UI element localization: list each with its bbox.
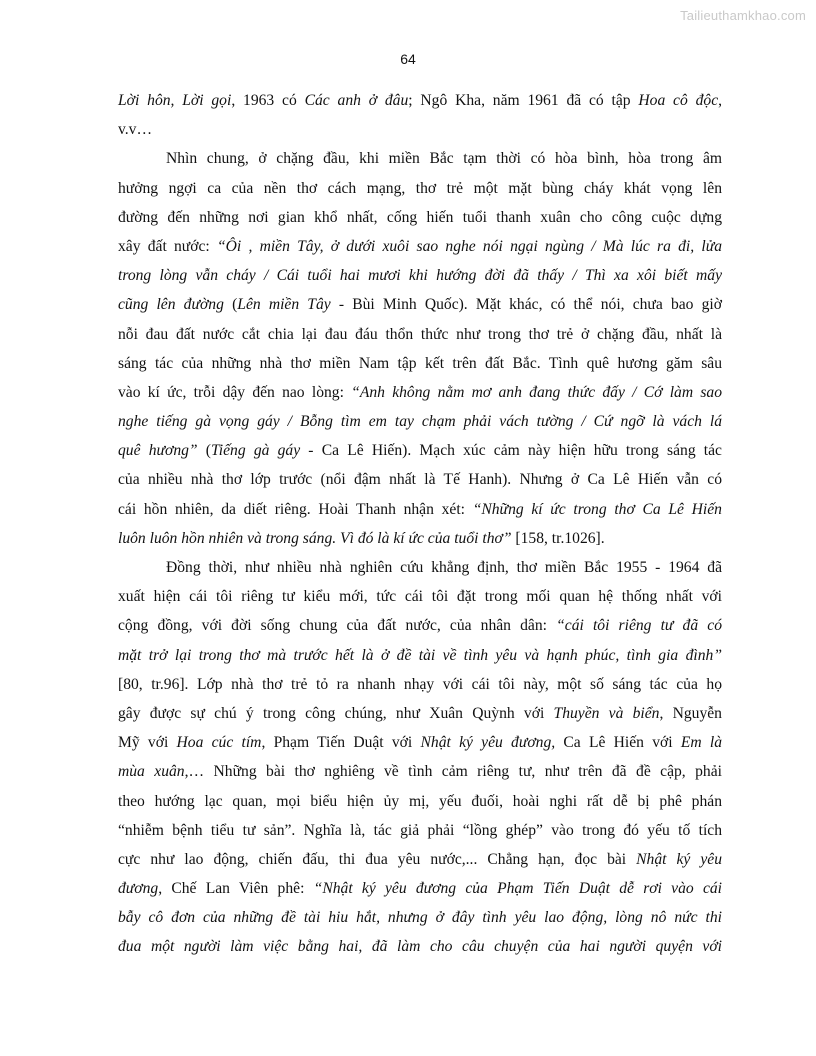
- text-line: Lời hôn, Lời gọi, 1963 có Các anh ở đâu; Ngô Kha, năm 1961 đã có tập Hoa cô độc,: [118, 92, 723, 109]
- text-line: xuất hiện cái tôi riêng tư kiểu mới, tức cái tôi đặt trong mối quan hệ thống nhất với: [118, 588, 722, 606]
- text-line: của nhiều nhà thơ lớp trước (nổi đậm nhất là Tế Hanh). Nhưng ở Ca Lê Hiến vẫn có: [118, 471, 722, 489]
- text-line: cộng đồng, với đời sống chung của đất nước, của nhân dân: “cái tôi riêng tư đã có: [118, 617, 722, 635]
- text-line: quê hương” (Tiếng gà gáy - Ca Lê Hiến). Mạch xúc cảm này hiện hữu trong sáng tác: [118, 442, 722, 460]
- text-line: đương, Chế Lan Viên phê: “Nhật ký yêu đương của Phạm Tiến Duật dễ rơi vào cái: [118, 880, 722, 898]
- text-line: mặt trở lại trong thơ mà trước hết là ở đề tài về tình yêu và hạnh phúc, tình gia đình”: [118, 646, 722, 664]
- text-line: v.v…: [118, 121, 153, 139]
- text-line: Nhìn chung, ở chặng đầu, khi miền Bắc tạm thời có hòa bình, hòa trong âm: [166, 150, 722, 168]
- text-line: vào kí ức, trỗi dậy đến nao lòng: “Anh không nằm mơ anh đang thức đấy / Cớ làm sao: [118, 383, 723, 401]
- text-line: cái hồn nhiên, da diết riêng. Hoài Thanh nhận xét: “Những kí ức trong thơ Ca Lê Hiến: [118, 500, 722, 518]
- text-line: cũng lên đường (Lên miền Tây - Bùi Minh Quốc). Mặt khác, có thể nói, chưa bao giờ: [118, 296, 723, 314]
- text-line: Đồng thời, như nhiều nhà nghiên cứu khẳng định, thơ miền Bắc 1955 - 1964 đã: [166, 559, 722, 576]
- text-line: đua một người làm việc bằng hai, đã làm cho câu chuyện của hai người quyện với: [118, 938, 722, 956]
- text-line: theo hướng lạc quan, mọi biểu hiện ủy mị, yếu đuối, hoài nghi rất dễ bị phê phán: [118, 792, 722, 810]
- text-line: bẫy cô đơn của những đề tài hiu hắt, nhưng ở đây tình yêu lao động, lòng nô nức thi: [118, 909, 722, 927]
- watermark: Tailieuthamkhao.com: [680, 8, 806, 23]
- text-line: mùa xuân,… Những bài thơ nghiêng về tình cảm riêng tư, như trên đã đề cập, phải: [118, 763, 722, 781]
- text-line: nỗi đau đất nước cắt chia lại đau đáu thổn thức như trong thơ trẻ ở chặng đầu, nhất là: [118, 325, 722, 343]
- text-line: đường đến những nơi gian khổ nhất, cống hiến tuổi thanh xuân cho công cuộc dựng: [118, 208, 722, 226]
- text-line: hưởng ngợi ca của nền thơ cách mạng, thơ trẻ một mặt bùng cháy khát vọng lên: [118, 179, 722, 197]
- text-line: cực như lao động, chiến đấu, thi đua yêu nước,... Chẳng hạn, đọc bài Nhật ký yêu: [118, 850, 722, 868]
- text-line: xây đất nước: “Ôi , miền Tây, ở dưới xuôi sao nghe nói ngại ngùng / Mà lúc ra đi, lửa: [118, 237, 722, 255]
- text-line: luôn luôn hồn nhiên và trong sáng. Vì đó là kí ức của tuổi thơ” [158, tr.1026].: [118, 529, 605, 547]
- text-line: Mỹ với Hoa cúc tím, Phạm Tiến Duật với Nhật ký yêu đương, Ca Lê Hiến với Em là: [118, 734, 722, 752]
- page-number: 64: [400, 51, 416, 67]
- document-body: [118, 86, 722, 962]
- text-line: “nhiễm bệnh tiểu tư sản”. Nghĩa là, tác giả phải “lồng ghép” vào trong đó yếu tố tích: [118, 821, 722, 839]
- text-line: nghe tiếng gà vọng gáy / Bỗng tìm em tay chạm phải vách tường / Cứ ngỡ là vách lá: [118, 413, 722, 431]
- text-line: [80, tr.96]. Lớp nhà thơ trẻ tỏ ra nhanh nhạy với cái tôi này, một số sáng tác của họ: [118, 675, 722, 693]
- text-line: sáng tác của những nhà thơ miền Nam tập kết trên đất Bắc. Tình quê hương găm sâu: [118, 354, 722, 372]
- text-line: trong lòng vẫn cháy / Cái tuổi hai mươi khi hướng đời đã thấy / Thì xa xôi biết mấy: [118, 267, 722, 285]
- text-line: gây được sự chú ý trong công chúng, như Xuân Quỳnh với Thuyền và biển, Nguyễn: [118, 704, 722, 722]
